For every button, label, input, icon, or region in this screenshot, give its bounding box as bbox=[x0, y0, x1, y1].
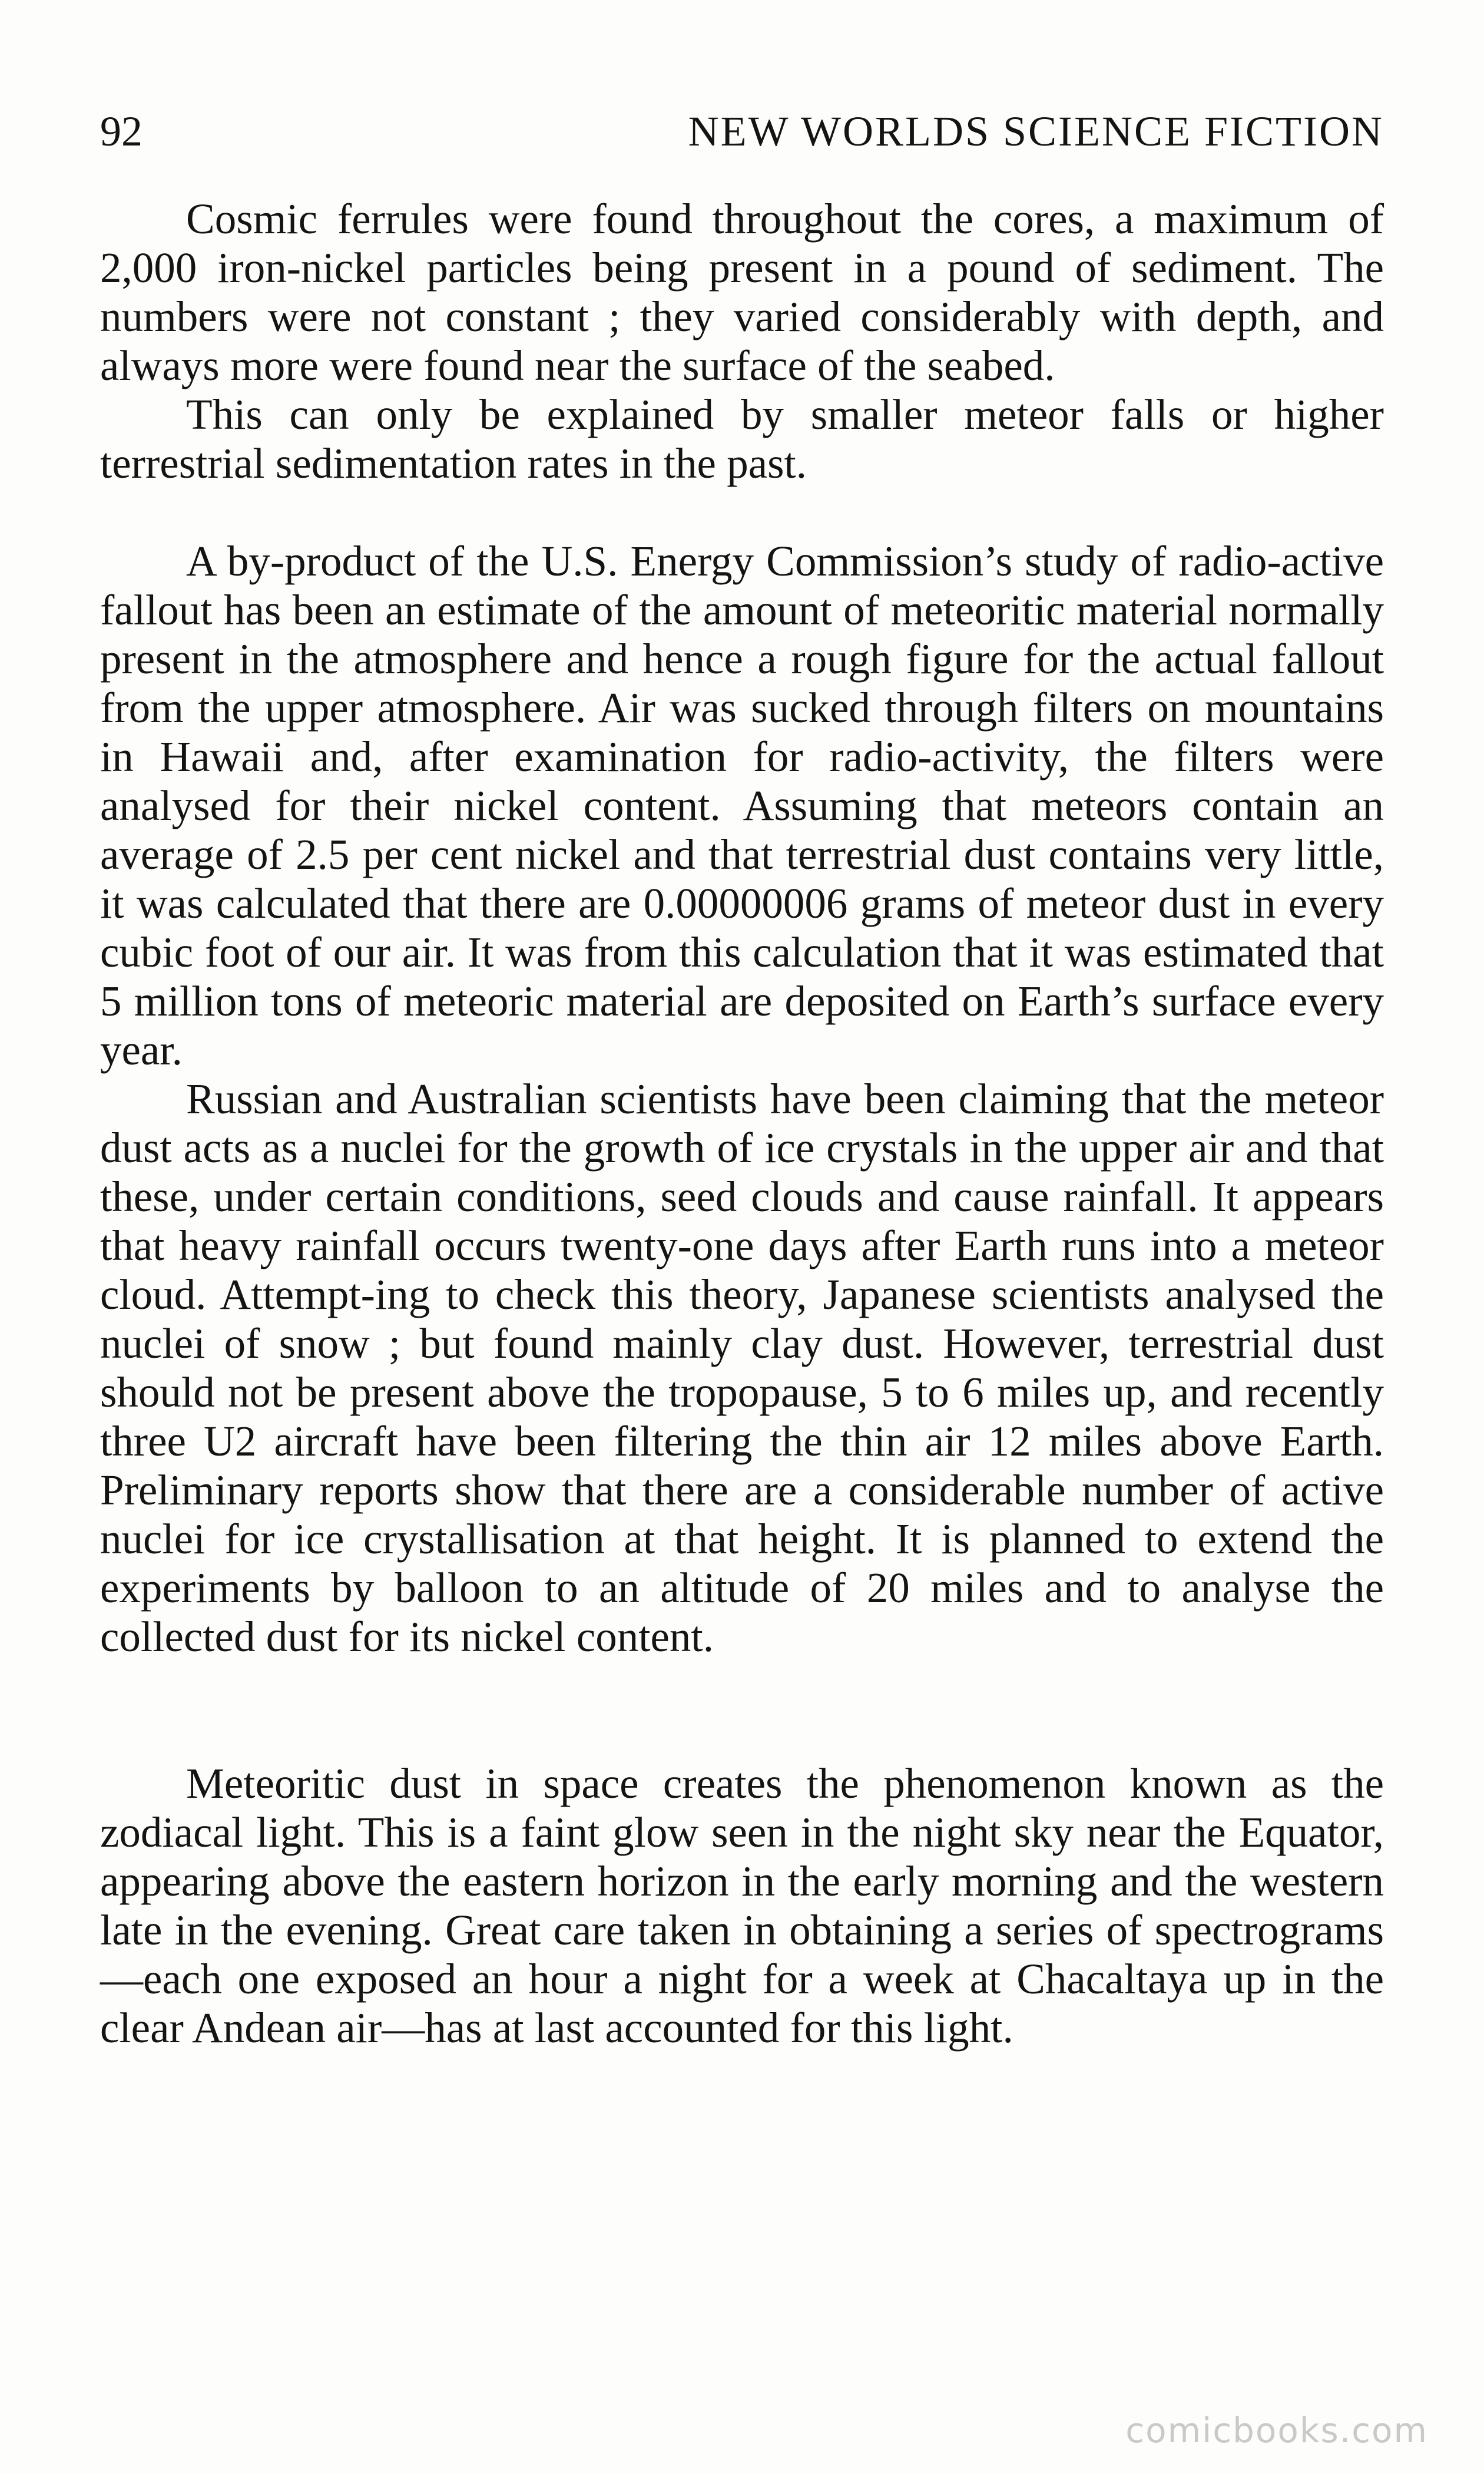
paragraph-meteor-falls: This can only be explained by smaller meteor falls or higher terrestrial sedimentation rates in the past. bbox=[100, 391, 1384, 487]
page-number: 92 bbox=[100, 108, 143, 155]
paragraph-fallout-study: A by-product of the U.S. Energy Commission’s study of radio-active fallout has been an estimate of the amount of meteoritic material normally present in the atmosphere and hence a rough figure for the actual fallout from the upper atmosphere. Air was sucked through filters on mountains in Hawaii and, after examination for radio-activity, the filters were analysed for their nickel content. Assuming that meteors contain an average of 2.5 per cent nickel and that terrestrial dust contains very little, it was calculated that there are 0.00000006 grams of meteor dust in every cubic foot of our air. It was from this calculation that it was estimated that 5 million tons of meteoric material are deposited on Earth’s surface every year. bbox=[100, 537, 1384, 1074]
section-break bbox=[100, 488, 1384, 537]
watermark: comicbooks.com bbox=[1125, 2410, 1428, 2450]
page-header bbox=[100, 105, 1384, 158]
section-break bbox=[100, 1661, 1384, 1759]
running-title: NEW WORLDS SCIENCE FICTION bbox=[688, 108, 1384, 155]
paragraph-cosmic-ferrules: Cosmic ferrules were found throughout the cores, a maximum of 2,000 iron-nickel particles being present in a pound of sediment. The numbers were not constant ; they varied considerably with depth, and always more were found near the surface of the seabed. bbox=[100, 195, 1384, 389]
paragraph-ice-nuclei: Russian and Australian scientists have been claiming that the meteor dust acts as a nuclei for the growth of ice crystals in the upper air and that these, under certain conditions, seed clouds and cause rainfall. It appears that heavy rainfall occurs twenty-one days after Earth runs into a meteor cloud. Attempt-ing to check this theory, Japanese scientists analysed the nuclei of snow ; but found mainly clay dust. However, terrestrial dust should not be present above the tropopause, 5 to 6 miles up, and recently three U2 aircraft have been filtering the thin air 12 miles above Earth. Preliminary reports show that there are a considerable number of active nuclei for ice crystallisation at that height. It is planned to extend the experiments by balloon to an altitude of 20 miles and to analyse the collected dust for its nickel content. bbox=[100, 1075, 1384, 1661]
paragraph-zodiacal-light: Meteoritic dust in space creates the phenomenon known as the zodiacal light. This is a faint glow seen in the night sky near the Equator, appearing above the eastern horizon in the early morning and the western late in the evening. Great care taken in obtaining a series of spectrograms—each one exposed an hour a night for a week at Chacaltaya up in the clear Andean air—has at last accounted for this light. bbox=[100, 1759, 1384, 2052]
body-text bbox=[100, 194, 1384, 2052]
